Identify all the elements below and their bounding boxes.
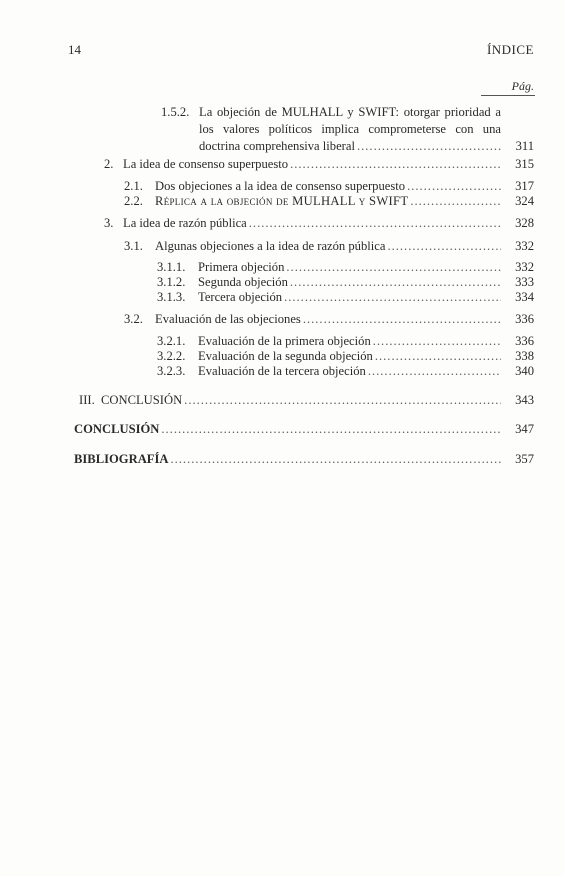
dot-leader (284, 289, 501, 306)
entry-page: 343 (515, 393, 534, 407)
entry-title: Evaluación de las objeciones ..... (155, 311, 501, 328)
dot-leader (387, 238, 501, 255)
entry-title: Segunda objeción ..... (198, 274, 501, 291)
dot-leader (303, 311, 501, 328)
entry-page: 328 (515, 216, 534, 230)
entry-title: Evaluación de la primera objeción ..... (198, 333, 501, 350)
entry-page: 336 (515, 334, 534, 348)
entry-title: CONCLUSIÓN ..... (74, 421, 501, 438)
dot-leader (170, 451, 501, 468)
dot-leader (290, 156, 501, 173)
entry-number: 3.1. (124, 239, 143, 253)
dot-leader (368, 363, 501, 380)
entry-number: 3.1.2. (157, 275, 186, 289)
entry-page: 333 (515, 275, 534, 289)
toc-entry-3-2[interactable] (0, 311, 534, 328)
entry-title: Primera objeción ..... (198, 259, 501, 276)
entry-page: 315 (515, 157, 534, 171)
toc-entry-1-5-2[interactable] (0, 104, 534, 155)
entry-page: 332 (515, 260, 534, 274)
toc-entry-3-1[interactable] (0, 238, 534, 255)
dot-leader (249, 215, 501, 232)
entry-title: Réplica a la objeción de MULHALL y SWIFT ..... (155, 193, 501, 210)
entry-number: 2.1. (124, 179, 143, 193)
entry-title: La idea de razón pública ..... (123, 215, 501, 232)
toc-entry-2[interactable] (0, 156, 534, 173)
toc-entry-3[interactable] (0, 215, 534, 232)
page-column-label: Pág. (511, 79, 534, 93)
running-title: ÍNDICE (486, 42, 534, 57)
entry-title-line-1: La objeción de MULHALL y SWIFT: otorgar prioridad a (199, 105, 501, 119)
entry-number: III. (79, 393, 95, 407)
entry-title-line-2: los valores políticos implica comprometerse con una (199, 122, 501, 136)
entry-page: 340 (515, 364, 534, 378)
page-number: 14 (68, 42, 81, 57)
entry-title: Evaluación de la tercera objeción ..... (198, 363, 501, 380)
toc-entry-bibliography[interactable] (0, 451, 534, 468)
entry-number: 2. (104, 157, 114, 171)
entry-title: Tercera objeción ..... (198, 289, 501, 306)
entry-number: 3.2.2. (157, 349, 186, 363)
entry-number: 3.1.3. (157, 290, 186, 304)
entry-page: 338 (515, 349, 534, 363)
entry-page: 357 (515, 452, 534, 466)
dot-leader (161, 421, 501, 438)
entry-title: Algunas objeciones a la idea de razón pública ..... (155, 238, 501, 255)
entry-number: 3.1.1. (157, 260, 186, 274)
toc-entry-iii[interactable] (0, 392, 534, 409)
entry-title: Evaluación de la segunda objeción ..... (198, 348, 501, 365)
entry-page: 324 (515, 194, 534, 208)
entry-title-line-3: doctrina comprehensiva liberal ..... (199, 138, 501, 155)
page-column-rule (481, 95, 535, 96)
dot-leader (184, 392, 501, 409)
toc-entry-conclusion[interactable] (0, 421, 534, 438)
entry-page: 336 (515, 312, 534, 326)
dot-leader (357, 138, 501, 155)
entry-number: 3.2. (124, 312, 143, 326)
entry-title: CONCLUSIÓN ..... (101, 392, 501, 409)
entry-page: 311 (515, 139, 534, 153)
entry-page: 347 (515, 422, 534, 436)
toc-entry-2-2[interactable] (0, 193, 534, 210)
toc-entry-3-1-3[interactable] (0, 289, 534, 306)
entry-title: BIBLIOGRAFÍA ..... (74, 451, 501, 468)
entry-number: 3.2.1. (157, 334, 186, 348)
entry-page: 334 (515, 290, 534, 304)
entry-number: 2.2. (124, 194, 143, 208)
entry-title: La idea de consenso superpuesto ..... (123, 156, 501, 173)
entry-page: 317 (515, 179, 534, 193)
entry-number: 3.2.3. (157, 364, 186, 378)
toc-entry-3-2-3[interactable] (0, 363, 534, 380)
entry-number: 3. (104, 216, 114, 230)
dot-leader (410, 193, 501, 210)
entry-title: Dos objeciones a la idea de consenso superpuesto ..... (155, 178, 501, 195)
entry-page: 332 (515, 239, 534, 253)
entry-number: 1.5.2. (161, 105, 190, 119)
